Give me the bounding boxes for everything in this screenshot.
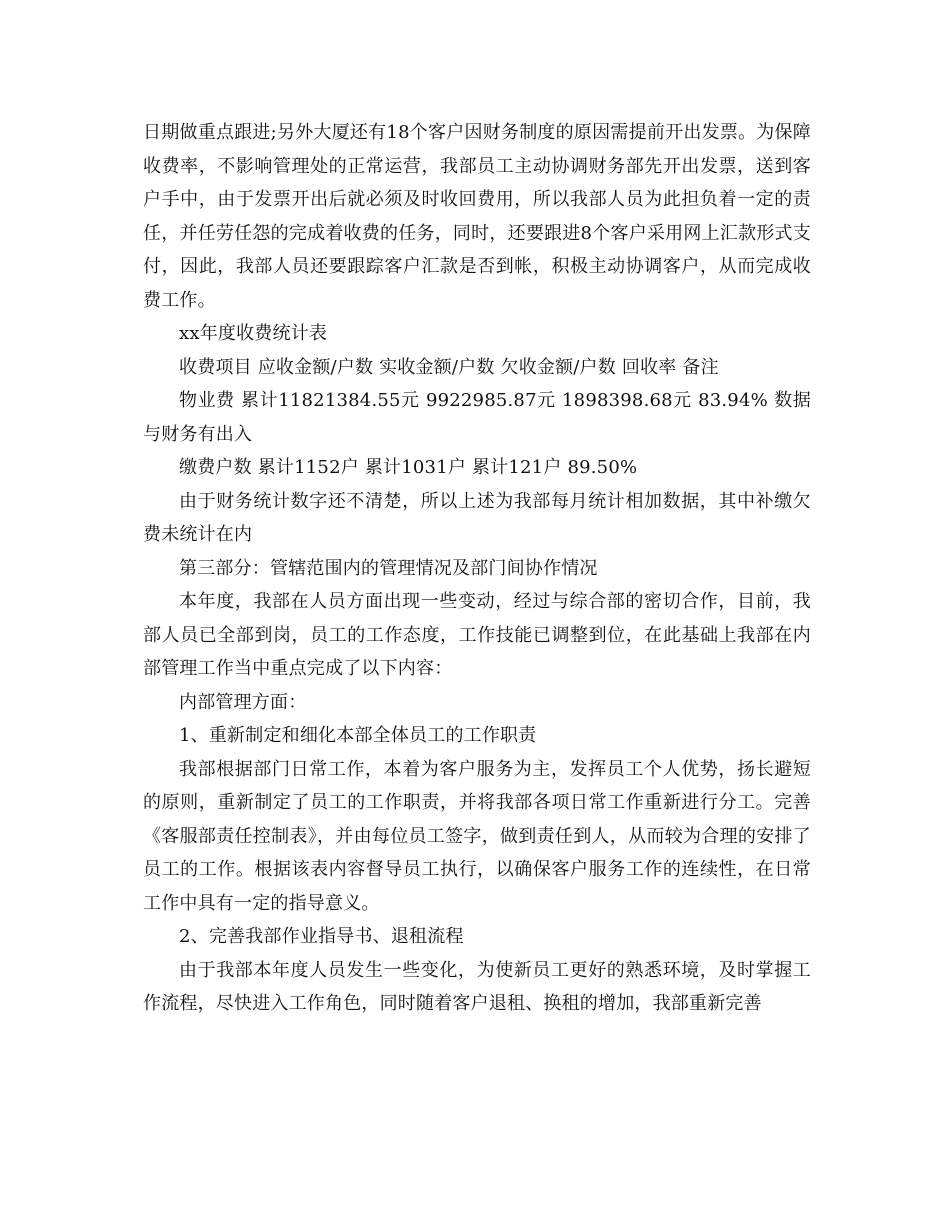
paragraph-fee-collection: 日期做重点跟进;另外大厦还有18个客户因财务制度的原因需提前开出发票。为保障收费率，不影响管理处的正常运营，我部员工主动协调财务部先开出发票，送到客户手中，由于发票开出后就必须及时收回费用，所以我部人员为此担负着一定的责任，并任劳任怨的完成着收费的任务，同时，还要跟进8个客户采用网上汇款形式支付，因此，我部人员还要跟踪客户汇款是否到帐，积极主动协调客户，从而完成收费工作。 [143,122,811,311]
table-title: xx年度收费统计表 [179,323,328,344]
paragraph-responsibilities: 我部根据部门日常工作，本着为客户服务为主，发挥员工个人优势，扬长避短的原则，重新制定了员工的工作职责，并将我部各项日常工作重新进行分工。完善《客服部责任控制表》，并由每位员工签字，做到责任到人，从而较为合理的安排了员工的工作。根据该表内容督导员工执行，以确保客户服务工作的连续性，在日常工作中具有一定的指导意义。 [143,758,811,914]
paragraph-workflow: 由于我部本年度人员发生一些变化，为使新员工更好的熟悉环境，及时掌握工作流程，尽快进入工作角色，同时随着客户退租、换租的增加，我部重新完善 [143,959,811,1014]
subheading-internal-management: 内部管理方面： [179,691,307,713]
section-heading-part-three: 第三部分：管辖范围内的管理情况及部门间协作情况 [179,557,598,579]
table-row-households: 缴费户数 累计1152户 累计1031户 累计121户 89.50% [179,457,638,478]
paragraph-staffing: 本年度，我部在人员方面出现一些变动，经过与综合部的密切合作，目前，我部人员已全部到岗，员工的工作态度，工作技能已调整到位，在此基础上我部在内部管理工作当中重点完成了以下内容： [143,591,811,679]
table-header-row: 收费项目 应收金额/户数 实收金额/户数 欠收金额/户数 回收率 备注 [179,356,719,378]
item-heading-2: 2、完善我部作业指导书、退租流程 [179,926,464,947]
table-note: 由于财务统计数字还不清楚，所以上述为我部每月统计相加数据，其中补缴欠费未统计在内 [143,490,811,545]
document-body [143,116,811,1021]
table-row-property-fee: 物业费 累计11821384.55元 9922985.87元 1898398.68元 83.94% 数据与财务有出入 [143,390,811,445]
item-heading-1: 1、重新制定和细化本部全体员工的工作职责 [179,725,537,746]
